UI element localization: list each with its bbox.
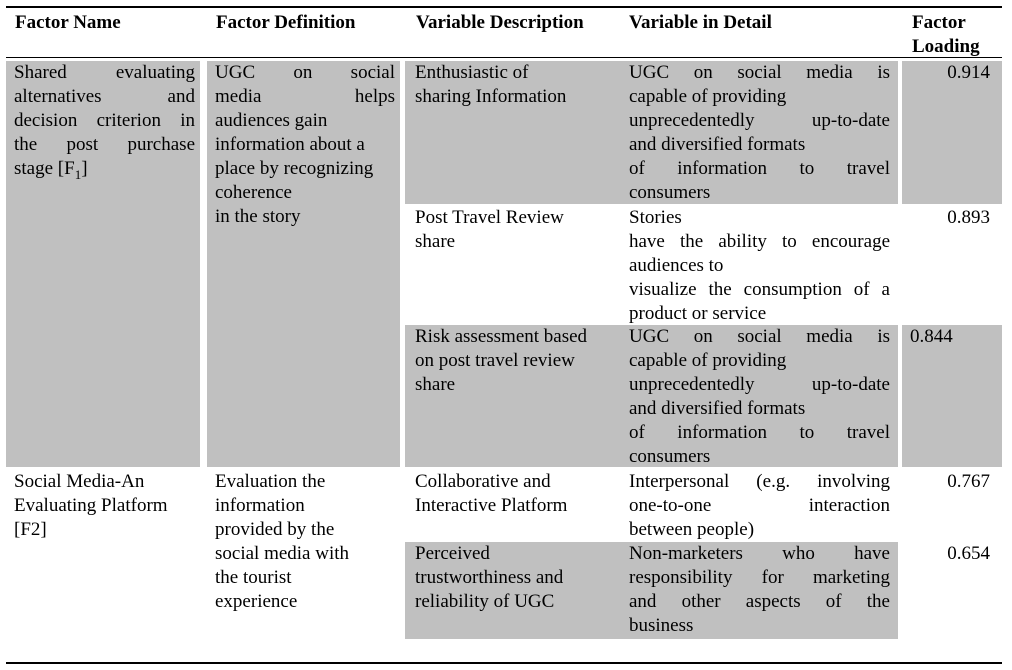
g1-v2-loading: 0.893 xyxy=(947,207,990,228)
top-rule xyxy=(6,6,1002,8)
header-factor-name: Factor Name xyxy=(15,12,121,33)
g1-v2-description: Post Travel Review share xyxy=(415,207,564,252)
g1-v3-description: Risk assessment based on post travel review share xyxy=(405,325,621,467)
g2-v1-loading: 0.767 xyxy=(947,471,990,492)
group-2-factor-definition: Evaluation the information provided by the social media with the tourist experience xyxy=(215,471,350,612)
g2-v2-loading: 0.654 xyxy=(947,543,990,564)
g2-v2-detail: Non-marketers who have responsibility for marketing and other aspects of the business xyxy=(621,542,898,639)
g1-v1-loading: 0.914 xyxy=(902,61,1002,204)
g1-v1-detail: UGC on social media is capable of providing unprecedentedly up-to-date and diversified formats of information to travel consumers xyxy=(621,61,898,204)
group-1-name-last-line: stage $[F_1]$ xyxy=(14,158,88,182)
g2-v1-detail: Interpersonal (e.g. involving one-to-one interaction between people) xyxy=(629,471,890,540)
header-factor-loading: Factor Loading xyxy=(912,12,980,57)
bottom-rule xyxy=(6,662,1002,664)
header-factor-definition: Factor Definition xyxy=(216,12,356,33)
g1-v2-detail: Stories have the ability to encourage audiences to visualize the consumption of a product or service xyxy=(629,207,890,324)
g2-v2-description: Perceived trustworthiness and reliability of UGC xyxy=(405,542,621,639)
g1-v3-detail: UGC on social media is capable of providing unprecedentedly up-to-date and diversified formats of information to travel consumers xyxy=(621,325,898,467)
group-1-factor-definition: UGC on social media helps audiences gain information about a place by recognizing coherence in the story xyxy=(207,61,400,467)
g1-v1-description: Enthusiastic of sharing Information xyxy=(405,61,621,204)
header-variable-in-detail: Variable in Detail xyxy=(629,12,772,33)
header-variable-description: Variable Description xyxy=(416,12,584,33)
header-rule xyxy=(6,57,1002,58)
g1-v3-loading: 0.844 xyxy=(902,325,1002,467)
group-1-factor-name: Shared evaluating alternatives and decision criterion in the post purchase stage $[F_1]$ xyxy=(6,61,200,467)
g2-v1-description: Collaborative and Interactive Platform xyxy=(415,471,568,516)
group-2-factor-name: Social Media-An Evaluating Platform [F2] xyxy=(14,471,168,540)
